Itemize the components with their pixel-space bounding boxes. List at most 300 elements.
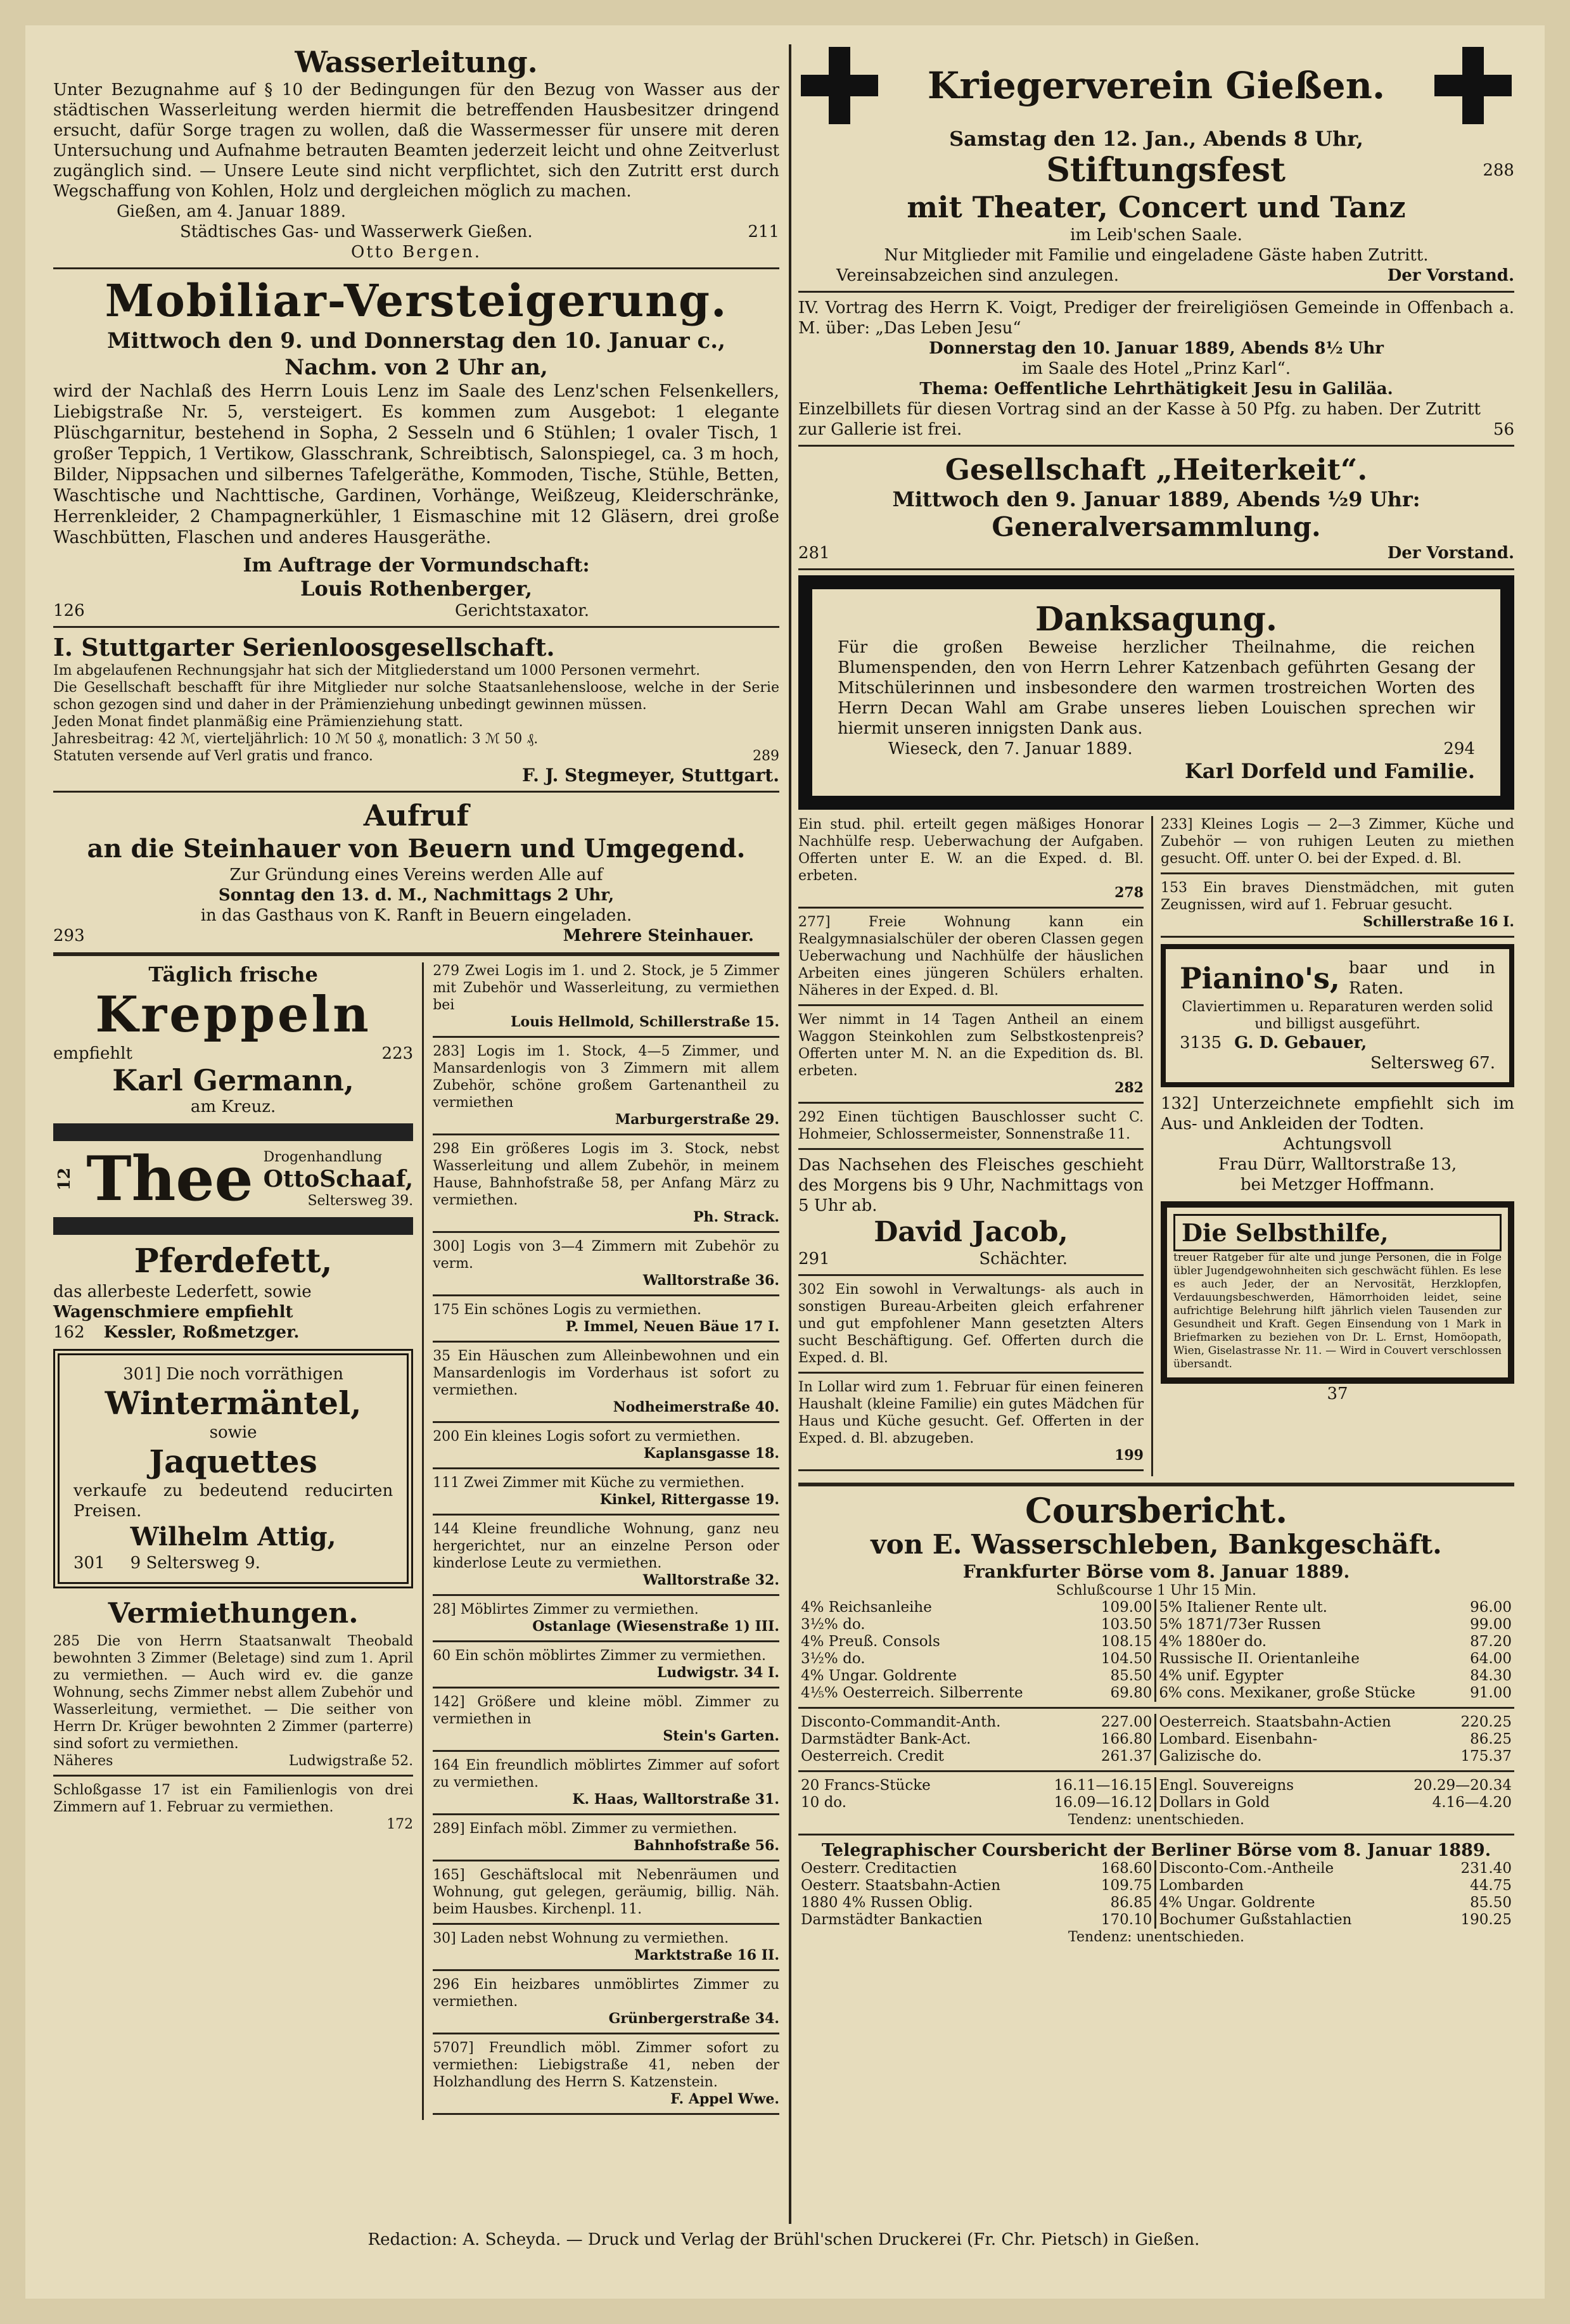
divider [1161, 936, 1514, 938]
rate-value: 109.75 [1101, 1877, 1152, 1894]
pferdefett-row [53, 1322, 413, 1343]
kreppeln-top: Täglich frische [148, 962, 318, 986]
rate-row [798, 1731, 1156, 1748]
right-column [798, 44, 1514, 1946]
logis-ad-item [433, 1301, 779, 1336]
heiterkeit-sign: Der Vorstand. [1387, 544, 1514, 563]
vortrag-l2: Donnerstag den 10. Januar 1889, Abends 8½ Uhr [929, 339, 1384, 358]
rate-value: 220.25 [1460, 1714, 1512, 1730]
ad-heiterkeit [798, 452, 1514, 563]
pianino-row [1180, 1033, 1495, 1053]
pianino-l1: baar und in Raten. [1348, 959, 1495, 998]
rate-name: 3½% do. [801, 1616, 865, 1633]
rate-value: 109.00 [1101, 1599, 1152, 1616]
danksagung-body: Für die großen Beweise herzlicher Theilnahme, die reichen Blumenspenden, den von Herrn Lehrer Katzenbach geführten Gesang der Mitschülerinnen und insbesondere den warmen trostreichen Worten des Herrn Decan Wahl am Grabe unseres lieben Louischen sprechen wir hiermit unseren innigsten Dank aus. [838, 638, 1475, 738]
cours-tend1: Tendenz: unentschieden. [1068, 1812, 1244, 1828]
logis-ad-item [433, 962, 779, 1031]
thee-side: 12 [55, 1167, 75, 1191]
rate-value: 20.29—20.34 [1414, 1777, 1512, 1794]
divider [798, 568, 1514, 570]
rate-row [1156, 1860, 1514, 1877]
vortrag-l1: IV. Vortrag des Herrn K. Voigt, Prediger der freireligiösen Gemeinde in Offenbach a. M. über: „Das Leben Jesu“ [798, 298, 1514, 338]
rate-row [1156, 1633, 1514, 1650]
cours-sub: von E. Wasserschleben, Bankgeschäft. [871, 1529, 1442, 1560]
black-bar [53, 1123, 413, 1141]
vortrag-l5: Einzelbillets für diesen Vortrag sind an der Kasse à 50 Pfg. zu haben. Der Zutritt zur Gallerie ist frei. [798, 400, 1481, 439]
small-ad-item [798, 1281, 1144, 1367]
rate-name: 4% Reichsanleihe [801, 1599, 932, 1616]
mobiliar-name: Louis Rothenberger, [300, 577, 533, 601]
rate-value: 84.30 [1470, 1668, 1512, 1684]
logis-ad-meta: Louis Hellmold, Schillerstraße 15. [510, 1014, 779, 1030]
rate-row [1156, 1777, 1514, 1794]
logis-ad-meta: Marburgerstraße 29. [615, 1111, 779, 1128]
todten-l2: Achtungsvoll [1283, 1135, 1392, 1154]
divider [798, 907, 1144, 909]
pianino-num: 3135 [1180, 1033, 1222, 1052]
rate-value: 44.75 [1470, 1877, 1512, 1894]
divider [53, 791, 779, 793]
divider [433, 1640, 779, 1642]
mobiliar-when1: Mittwoch den 9. und Donnerstag den 10. Januar c., [107, 328, 725, 354]
rate-value: 87.20 [1470, 1633, 1512, 1650]
logis-ad-text: 296 Ein heizbares unmöblirtes Zimmer zu vermiethen. [433, 1977, 779, 2010]
ad-danksagung [798, 575, 1514, 810]
rate-value: 86.25 [1470, 1731, 1512, 1747]
vortrag-num: 56 [1493, 420, 1514, 439]
ad-todten [1161, 1094, 1514, 1195]
thee-title: Thee [86, 1143, 253, 1215]
todten-text: 132] Unterzeichnete empfiehlt sich im Aus- und Ankleiden der Todten. [1161, 1094, 1514, 1133]
thee-l1: Drogenhandlung [263, 1149, 383, 1165]
krieger-head [798, 44, 1514, 127]
rate-row [1156, 1731, 1514, 1748]
thee-info [264, 1149, 414, 1210]
divider [433, 1594, 779, 1596]
todten-l4: bei Metzger Hoffmann. [1240, 1175, 1435, 1194]
rate-name: 1880 4% Russen Oblig. [801, 1894, 973, 1911]
danksagung-sign: Karl Dorfeld und Familie. [1184, 759, 1475, 783]
divider [433, 1687, 779, 1689]
cours-l2: Schlußcourse 1 Uhr 15 Min. [1056, 1583, 1256, 1599]
rate-value: 99.00 [1470, 1616, 1512, 1633]
cours-right-table [1156, 1599, 1514, 1702]
rate-row [798, 1748, 1156, 1765]
rate-value: 231.40 [1460, 1860, 1512, 1877]
small-ad-meta: 199 [1114, 1447, 1144, 1464]
divider [53, 267, 779, 269]
divider [433, 1923, 779, 1925]
small-ad-text: In Lollar wird zum 1. Februar für einen feineren Haushalt (kleine Familie) ein gutes Mädchen für Haus und Küche gesucht. Gef. Offerten in der Exped. d. Bl. abzugeben. [798, 1379, 1144, 1446]
danksagung-title: Danksagung. [1035, 600, 1278, 639]
logis-ad-meta: K. Haas, Walltorstraße 31. [572, 1791, 779, 1808]
aufruf-title: Aufruf [363, 798, 469, 833]
fleisch-l1: Das Nachsehen des Fleisches geschieht des Morgens bis 9 Uhr, Nachmittags von 5 Uhr ab. [798, 1156, 1144, 1215]
logis-ad-meta: Kaplansgasse 18. [643, 1445, 779, 1462]
rate-value: 190.25 [1460, 1912, 1512, 1928]
pferdefett-l2: Wagenschmiere empfiehlt [53, 1303, 293, 1322]
logis-ad-item [433, 1867, 779, 1918]
rate-value: 166.80 [1101, 1731, 1152, 1747]
small-ad-item [798, 914, 1144, 999]
left-column [53, 44, 779, 2120]
logis-ad-text: 164 Ein freundlich möblirtes Zimmer auf sofort zu vermiethen. [433, 1758, 779, 1791]
stuttgarter-l2: Die Gesellschaft beschafft für ihre Mitglieder nur solche Staatsanlehensloose, welche in der Serie schon gezogen sind und daher in der Prämienziehung unbedingt gewinnen müssen. [53, 680, 779, 713]
footer-imprint: Redaction: A. Scheyda. — Druck und Verlag der Brühl'schen Druckerei (Fr. Chr. Pietsch) in Gießen. [367, 2230, 1200, 2249]
cours-table-4 [798, 1860, 1514, 1929]
thee-l2: OttoSchaaf, [263, 1166, 414, 1192]
divider [798, 1834, 1514, 1836]
krieger-num: 288 [1483, 160, 1514, 180]
logis-ad-meta: Nodheimerstraße 40. [613, 1399, 779, 1415]
rate-value: 85.50 [1110, 1668, 1152, 1684]
pferdefett-name: Kessler, Roßmetzger. [103, 1323, 300, 1342]
selbsthilfe-title: Die Selbsthilfe, [1173, 1214, 1502, 1251]
fleisch-name: David Jacob, [874, 1216, 1068, 1248]
mobiliar-num: 126 [53, 601, 85, 620]
pianino-addr: Seltersweg 67. [1370, 1054, 1495, 1073]
aufruf-sub: an die Steinhauer von Beuern und Umgegend. [87, 834, 746, 864]
logis-ad-item [433, 1140, 779, 1226]
rate-name: Disconto-Commandit-Anth. [801, 1714, 1001, 1730]
logis-ad-item [433, 1647, 779, 1682]
rate-value: 104.50 [1101, 1650, 1152, 1667]
rate-row [1156, 1794, 1514, 1811]
stuttgarter-title: I. Stuttgarter Serienloosgesellschaft. [53, 633, 555, 661]
ad-wintermaentel [53, 1349, 413, 1588]
kreppeln-emp: empfiehlt [53, 1044, 132, 1063]
rate-value: 91.00 [1470, 1685, 1512, 1701]
rate-value: 86.85 [1110, 1894, 1152, 1911]
small-ad-text: 233] Kleines Logis — 2—3 Zimmer, Küche und Zubehör — von ruhigen Leuten zu miethen gesucht. Off. unter O. bei der Exped. d. Bl. [1161, 817, 1514, 867]
left-subcol-a [53, 962, 424, 2120]
ad-wasserleitung [53, 44, 779, 262]
stuttgarter-l3: Jeden Monat findet planmäßig eine Prämienziehung statt. [53, 714, 463, 730]
small-ads-left [798, 816, 1144, 1150]
wintermaentel-l1: 301] Die noch vorräthigen [123, 1365, 343, 1384]
logis-ad-meta: Walltorstraße 36. [642, 1272, 779, 1289]
heiterkeit-l2: Generalversammlung. [992, 511, 1321, 542]
rate-row [1156, 1668, 1514, 1685]
wasserleitung-name: Otto Bergen. [350, 243, 482, 262]
logis-ad-text: 175 Ein schönes Logis zu vermiethen. [433, 1302, 702, 1318]
pianino-l2: Claviertimmen u. Reparaturen werden solid und billigst ausgeführt. [1182, 999, 1493, 1032]
small-ads-left-2 [798, 1281, 1144, 1471]
pianino-title: Pianino's, [1180, 961, 1340, 995]
small-ad-item [1161, 879, 1514, 931]
rate-name: Lombarden [1159, 1877, 1244, 1894]
wasserleitung-num: 211 [748, 222, 779, 241]
logis-ad-text: 30] Laden nebst Wohnung zu vermiethen. [433, 1931, 729, 1946]
rate-row [1156, 1894, 1514, 1912]
cours-right2-table [1156, 1714, 1514, 1765]
stuttgarter-l5: Statuten versende auf Verl gratis und franco. [53, 748, 373, 764]
kreppeln-title: Kreppeln [95, 986, 371, 1044]
logis-ad-meta: F. Appel Wwe. [670, 2091, 779, 2107]
kreppeln-row [53, 1044, 413, 1064]
divider [798, 291, 1514, 293]
rate-value: 168.60 [1101, 1860, 1152, 1877]
rate-name: 6% cons. Mexikaner, große Stücke [1159, 1685, 1415, 1701]
wintermaentel-row [73, 1553, 393, 1573]
rate-row [798, 1860, 1156, 1877]
logis-ad-text: 283] Logis im 1. Stock, 4—5 Zimmer, und Mansardenlogis von 3 Zimmern mit allem Zubehör, schöne großem Gartenantheil zu vermiethen [433, 1044, 779, 1111]
divider [1161, 872, 1514, 874]
heiterkeit-row [798, 543, 1514, 563]
logis-ad-text: 165] Geschäftslocal mit Nebenräumen und Wohnung, gut gelegen, geräumig, billig. Näh. beim Hausbes. Kirchenpl. 11. [433, 1867, 779, 1917]
kreppeln-name: Karl Germann, [112, 1063, 354, 1097]
small-ads-right [1161, 816, 1514, 938]
small-ad-item [1161, 816, 1514, 867]
divider [433, 1133, 779, 1135]
cours-left4-table [798, 1860, 1156, 1929]
rate-name: 4% 1880er do. [1159, 1633, 1267, 1650]
kreppeln-loc: am Kreuz. [190, 1097, 276, 1116]
krieger-l2: im Leib'schen Saale. [1070, 226, 1242, 245]
aufruf-sign-row [53, 926, 779, 946]
logis-ad-text: 35 Ein Häuschen zum Alleinbewohnen und ein Mansardenlogis im Vorderhaus ist sofort zu vermiethen. [433, 1348, 779, 1398]
aufruf-l3: in das Gasthaus von K. Ranft in Beuern eingeladen. [200, 906, 632, 925]
logis-ad-meta: Ludwigstr. 34 I. [656, 1664, 779, 1681]
selbsthilfe-body: treuer Ratgeber für alte und junge Personen, die in Folge übler Jugendgewohnheiten sich geschwächt fühlen. Es lese es auch Jeder, der an Nervosität, Herzklopfen, Verdauungsbeschwerden, Hämorrhoiden leidet, seine aufrichtige Belehrung hilft jährlich vielen Tausenden zur Gesundheit und Kraft. Gegen Einsendung von 1 Mark in Briefmarken zu beziehen von Dr. L. Ernst, Homöopath, Wien, Giselastrasse Nr. 11. — Wird in Couvert verschlossen übersandt. [1173, 1251, 1502, 1370]
rate-row [1156, 1912, 1514, 1929]
cours-tend2: Tendenz: unentschieden. [1068, 1929, 1244, 1945]
rate-row [1156, 1650, 1514, 1668]
rate-name: Bochumer Gußstahlactien [1159, 1912, 1352, 1928]
wintermaentel-addr: 9 Seltersweg 9. [130, 1554, 260, 1573]
small-ad-meta: 278 [1114, 884, 1144, 901]
rate-name: Lombard. Eisenbahn- [1159, 1731, 1318, 1747]
aufruf-l2: Sonntag den 13. d. M., Nachmittags 2 Uhr, [218, 886, 615, 905]
vermiethungen-num: 172 [386, 1816, 414, 1832]
krieger-l1: mit Theater, Concert und Tanz [907, 190, 1406, 224]
fleisch-num: 291 [798, 1249, 830, 1268]
divider [798, 1102, 1144, 1104]
logis-ad-text: 111 Zwei Zimmer mit Küche zu vermiethen. [433, 1475, 745, 1491]
krieger-sign-row [798, 265, 1514, 286]
rate-value: 227.00 [1101, 1714, 1152, 1730]
logis-ad-item [433, 1694, 779, 1745]
logis-ad-meta: Bahnhofstraße 56. [633, 1837, 779, 1854]
divider [433, 2033, 779, 2034]
logis-ad-item [433, 1474, 779, 1509]
krieger-fest: Stiftungsfest [1046, 151, 1286, 189]
divider [433, 1231, 779, 1233]
cours-table-3 [798, 1777, 1514, 1811]
rate-name: 10 do. [801, 1794, 847, 1811]
divider [53, 952, 779, 956]
logis-ad-item [433, 1820, 779, 1855]
rate-row [1156, 1714, 1514, 1731]
divider [798, 1148, 1144, 1150]
ad-aufruf [53, 798, 779, 946]
rate-name: Oesterr. Staatsbahn-Actien [801, 1877, 1001, 1894]
vermiethungen-title: Vermiethungen. [108, 1597, 359, 1630]
pferdefett-num: 162 [53, 1323, 85, 1342]
divider [433, 1969, 779, 1971]
rate-name: 4% unif. Egypter [1159, 1668, 1284, 1684]
cours-title: Coursbericht. [1024, 1490, 1288, 1531]
divider [433, 1813, 779, 1815]
left-subcolumns [53, 962, 779, 2120]
divider [53, 1775, 413, 1777]
logis-ad-item [433, 1757, 779, 1808]
heiterkeit-title: Gesellschaft „Heiterkeit“. [945, 452, 1368, 487]
rate-value: 108.15 [1101, 1633, 1152, 1650]
cours-left3-table [798, 1777, 1156, 1811]
logis-ad-meta: Kinkel, Rittergasse 19. [599, 1491, 779, 1508]
vermiethungen-last: Schloßgasse 17 ist ein Familienlogis von drei Zimmern auf 1. Februar zu vermiethen. [53, 1782, 414, 1815]
divider [798, 1004, 1144, 1006]
logis-ad-text: 289] Einfach möbl. Zimmer zu vermiethen. [433, 1821, 737, 1837]
stuttgarter-l1: Im abgelaufenen Rechnungsjahr hat sich der Mitgliederstand um 1000 Personen vermehrt. [53, 663, 701, 679]
logis-ad-text: 28] Möblirtes Zimmer zu vermiethen. [433, 1602, 699, 1618]
small-ad-text: Wer nimmt in 14 Tagen Antheil an einem Waggon Steinkohlen zum Selbstkostenpreis? Offerten unter M. N. an die Expedition ds. Bl. erbeten. [798, 1012, 1144, 1079]
mobiliar-when2: Nachm. von 2 Uhr an, [284, 355, 548, 380]
rate-name: 4⅕% Oesterreich. Silberrente [801, 1685, 1023, 1701]
pferdefett-title: Pferdefett, [134, 1242, 333, 1280]
ad-stuttgarter [53, 633, 779, 786]
rate-row [798, 1794, 1156, 1811]
ad-vermiethungen [53, 1595, 413, 1833]
wintermaentel-l2: verkaufe zu bedeutend reducirten Preisen. [73, 1481, 393, 1521]
divider [798, 1770, 1514, 1772]
cours-right4-table [1156, 1860, 1514, 1929]
wintermaentel-title: Wintermäntel, [105, 1384, 362, 1422]
divider [53, 626, 779, 628]
vermiethungen-naeh: Näheres [53, 1753, 113, 1769]
divider [433, 1467, 779, 1469]
pferdefett-l1: das allerbeste Lederfett, sowie [53, 1282, 312, 1301]
rate-name: 3½% do. [801, 1650, 865, 1667]
divider [798, 1274, 1144, 1276]
small-ad-item [798, 1379, 1144, 1464]
pianino-name: G. D. Gebauer, [1234, 1033, 1367, 1052]
logis-ad-item [433, 2040, 779, 2108]
logis-ad-item [433, 1043, 779, 1128]
cours-left-table [798, 1599, 1156, 1702]
logis-ad-text: 300] Logis von 3—4 Zimmern mit Zubehör zu verm. [433, 1239, 779, 1272]
logis-ad-meta: Stein's Garten. [663, 1728, 779, 1744]
logis-ad-text: 142] Größere und kleine möbl. Zimmer zu vermiethen in [433, 1694, 779, 1727]
rate-row [1156, 1616, 1514, 1633]
vermiethungen-body: 285 Die von Herrn Staatsanwalt Theobald bewohnten 3 Zimmer (Beletage) sind zum 1. April zu vermiethen. — Auch wird ev. die ganze Wohnung, sechs Zimmer nebst allem Zubehör und Wasserleitung, vermiethet. — Die seither von Herrn Dr. Krüger bewohnten 2 Zimmer (parterre) sind sofort zu vermiethen. [53, 1633, 414, 1752]
rate-name: Oesterreich. Staatsbahn-Actien [1159, 1714, 1391, 1730]
rate-value: 261.37 [1101, 1748, 1152, 1765]
ad-kriegerverein [798, 44, 1514, 286]
wasserleitung-title: Wasserleitung. [295, 45, 538, 79]
small-ad-item [798, 1011, 1144, 1097]
vortrag-l3: im Saale des Hotel „Prinz Karl“. [1021, 359, 1291, 378]
divider [798, 1469, 1144, 1471]
rate-name: 4% Ungar. Goldrente [801, 1668, 957, 1684]
logis-ad-text: 279 Zwei Logis im 1. und 2. Stock, je 5 Zimmer mit Zubehör und Wasserleitung, zu vermiethen bei [433, 963, 779, 1013]
rate-row [798, 1616, 1156, 1633]
stuttgarter-num: 289 [753, 748, 779, 764]
rate-row [1156, 1877, 1514, 1894]
rate-row [798, 1912, 1156, 1929]
small-ad-text: 292 Einen tüchtigen Bauschlosser sucht C. Hohmeier, Schlossermeister, Sonnenstraße 11. [798, 1109, 1144, 1142]
divider [798, 445, 1514, 447]
rate-name: 4% Preuß. Consols [801, 1633, 940, 1650]
small-ad-meta: Schillerstraße 16 I. [1363, 914, 1514, 930]
selbsthilfe-num: 37 [1327, 1384, 1348, 1403]
logis-ad-item [433, 1930, 779, 1964]
aufruf-sign: Mehrere Steinhauer. [563, 926, 754, 945]
rate-name: Disconto-Com.-Antheile [1159, 1860, 1334, 1877]
ad-thee [53, 1143, 414, 1215]
ad-selbsthilfe [1161, 1201, 1514, 1384]
rate-name: Dollars in Gold [1159, 1794, 1270, 1811]
divider [433, 1294, 779, 1296]
logis-ad-item [433, 1601, 779, 1635]
fleisch-row [798, 1249, 1144, 1269]
krieger-sign: Der Vorstand. [1387, 266, 1514, 285]
mobiliar-body: wird der Nachlaß des Herrn Louis Lenz im Saale des Lenz'schen Felsenkellers, Liebigstraße Nr. 5, versteigert. Es kommen zum Ausgebot: 1 elegante Plüschgarnitur, bestehend in Sopha, 2 Sesseln und 6 Stühlen; 1 ovaler Tisch, 1 großer Teppich, 1 Vertikow, Glasschrank, Schreibtisch, Salonspiegel, ca. 3 m hoch, Bilder, Nippsachen und silbernes Tafelgeräthe, Kommoden, Tische, Stühle, Betten, Waschtische und Nachttische, Gardinen, Vorhänge, Weißzeug, Kleiderschränke, Herrenkleider, 2 Champagnerkühler, 1 Eismaschine mit 12 Gläsern, drei große Waschbütten, Flaschen und anderes Hausgeräthe. [53, 381, 779, 547]
logis-ad-meta: Grünbergerstraße 34. [608, 2010, 779, 2027]
pianino-head [1180, 958, 1495, 999]
small-ad-text: Ein stud. phil. erteilt gegen mäßiges Honorar Nachhülfe resp. Ueberwachung der Aufgaben. Offerten unter E. W. an die Exped. d. Bl. erbeten. [798, 817, 1144, 884]
rate-name: Russische II. Orientanleihe [1159, 1650, 1360, 1667]
logis-ad-item [433, 1238, 779, 1289]
rate-row [798, 1894, 1156, 1912]
rate-row [798, 1633, 1156, 1650]
mobiliar-title: Mobiliar-Versteigerung. [105, 274, 728, 327]
divider [798, 1483, 1514, 1486]
rate-row [798, 1599, 1156, 1616]
rate-name: Darmstädter Bankactien [801, 1912, 983, 1928]
aufruf-num: 293 [53, 926, 85, 945]
small-ad-meta: 282 [1114, 1080, 1144, 1096]
vortrag-row [798, 399, 1514, 440]
logis-ad-text: 144 Kleine freundliche Wohnung, ganz neu hergerichtet, nur an einzelne Person oder kinderlose Leute zu vermiethen. [433, 1521, 779, 1571]
divider [433, 1514, 779, 1516]
rate-value: 69.80 [1110, 1685, 1152, 1701]
divider [433, 1860, 779, 1861]
cours-l1: Frankfurter Börse vom 8. Januar 1889. [962, 1561, 1350, 1582]
rate-value: 170.10 [1101, 1912, 1152, 1928]
vermiethungen-addr: Ludwigstraße 52. [288, 1753, 414, 1769]
danksagung-num: 294 [1443, 739, 1475, 758]
logis-ad-meta: Walltorstraße 32. [642, 1572, 779, 1588]
wintermaentel-num: 301 [73, 1554, 105, 1573]
rate-row [798, 1777, 1156, 1794]
rate-value: 16.09—16.12 [1054, 1794, 1152, 1811]
krieger-fest-row [798, 151, 1514, 189]
iron-cross-icon [798, 44, 881, 127]
logis-ad-meta: Marktstraße 16 II. [634, 1947, 779, 1963]
divider [433, 1421, 779, 1423]
divider [433, 2113, 779, 2115]
ad-pferdefett [53, 1241, 413, 1343]
right-subcol-a [798, 816, 1153, 1476]
wasserleitung-sign-row [53, 222, 779, 242]
black-bar [53, 1217, 413, 1235]
rate-name: Darmstädter Bank-Act. [801, 1731, 971, 1747]
small-ad-item [798, 1109, 1144, 1143]
logis-ad-meta: Ph. Strack. [692, 1209, 779, 1225]
rate-name: 5% 1871/73er Russen [1159, 1616, 1321, 1633]
krieger-l3: Nur Mitglieder mit Familie und eingeladene Gäste haben Zutritt. [884, 246, 1429, 265]
logis-ad-text: 5707] Freundlich möbl. Zimmer sofort zu vermiethen: Liebigstraße 41, neben der Holzhandlung des Herrn S. Katzenstein. [433, 2040, 779, 2090]
vermiethungen-row [53, 1753, 413, 1770]
rate-value: 103.50 [1101, 1616, 1152, 1633]
kreppeln-num: 223 [381, 1044, 414, 1063]
mobiliar-role-row [53, 601, 779, 621]
stuttgarter-sign: F. J. Stegmeyer, Stuttgart. [522, 765, 779, 786]
rate-row [798, 1650, 1156, 1668]
ad-pianino [1161, 944, 1514, 1087]
